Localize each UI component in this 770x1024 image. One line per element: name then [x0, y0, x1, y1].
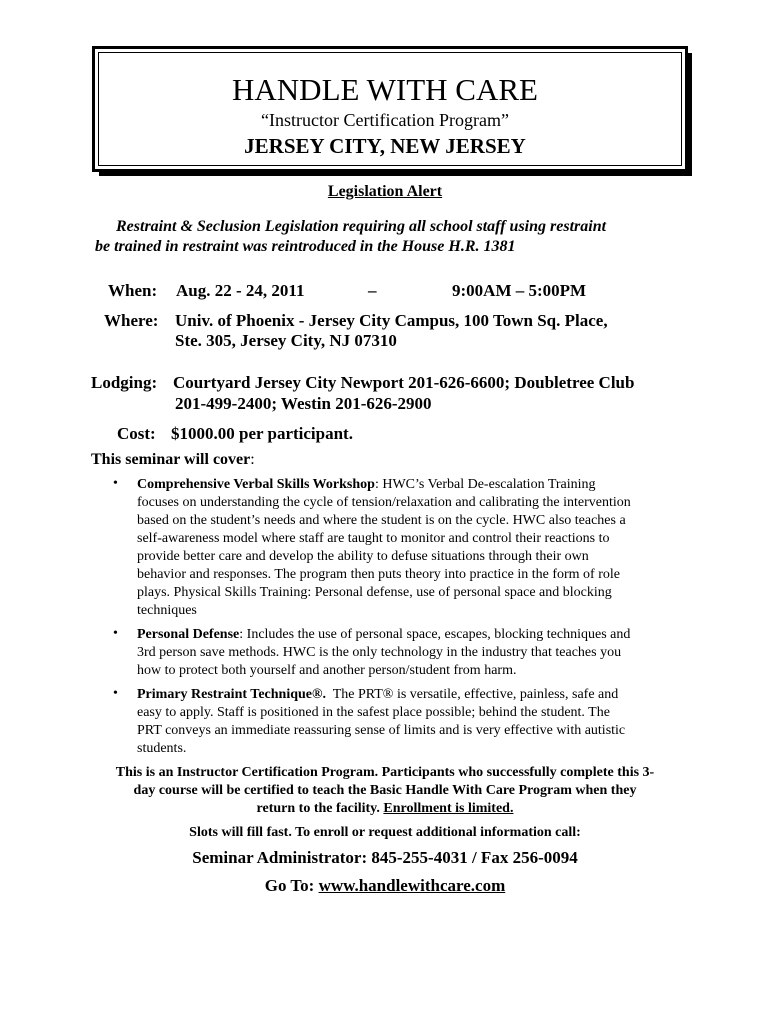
- certification-line-1: This is an Instructor Certification Program. Participants who successfully complete this 3-: [115, 765, 655, 780]
- website-link[interactable]: www.handlewithcare.com: [318, 876, 506, 895]
- lead-line-1: Restraint & Seclusion Legislation requiring all school staff using restraint: [116, 218, 607, 235]
- bullet-text: behavior and responses. The program then puts theory into practice in the form of role: [137, 567, 620, 582]
- bullet-text: techniques: [137, 603, 197, 618]
- bullet-text: The PRT® is versatile, effective, painless, safe and: [325, 687, 619, 702]
- bullet-text: based on the student’s needs and where the student is on the cycle. HWC also teaches a: [137, 513, 626, 528]
- list-item-primary-restraint: [137, 686, 697, 758]
- bullet-text: plays. Physical Skills Training: Personal defense, use of personal space and blocking: [137, 585, 612, 600]
- bullet-title: Comprehensive Verbal Skills Workshop: [137, 477, 375, 492]
- legislation-alert-heading: Legislation Alert: [327, 183, 443, 200]
- header-shadow-bottom: [99, 171, 692, 176]
- lodging-label: Lodging:: [91, 373, 158, 392]
- certification-line-2: day course will be certified to teach the Basic Handle With Care Program when they: [133, 783, 637, 798]
- bullet-dot: •: [113, 686, 118, 701]
- when-label: When:: [108, 281, 158, 300]
- bullet-text: focuses on understanding the cycle of tension/relaxation and calibrating the intervention: [137, 495, 631, 510]
- certification-line-3: return to the facility.: [256, 801, 380, 816]
- slots-notice: Slots will fill fast. To enroll or request additional information call:: [189, 825, 581, 840]
- lodging-line-2: 201-499-2400; Westin 201-626-2900: [175, 394, 432, 413]
- bullet-text: : HWC’s Verbal De-escalation Training: [374, 477, 596, 492]
- bullet-text: 3rd person save methods. HWC is the only technology in the industry that teaches you: [137, 645, 622, 660]
- where-line-2: Ste. 305, Jersey City, NJ 07310: [175, 331, 397, 350]
- where-label: Where:: [104, 311, 159, 330]
- enrollment-limited: Enrollment is limited.: [383, 801, 514, 816]
- cover-heading-text: This seminar will cover: [91, 451, 251, 468]
- cost-value: $1000.00 per participant.: [171, 424, 353, 443]
- list-item-personal-defense: [137, 626, 697, 680]
- cover-heading: [91, 451, 255, 469]
- lodging-line-1: Courtyard Jersey City Newport 201-626-6600; Doubletree Club: [173, 373, 635, 392]
- program-subtitle: “Instructor Certification Program”: [261, 110, 509, 130]
- bullet-text: easy to apply. Staff is positioned in the safest place possible; behind the student. The: [137, 705, 610, 720]
- bullet-dot: •: [113, 626, 118, 641]
- bullet-text: : Includes the use of personal space, escapes, blocking techniques and: [239, 627, 631, 642]
- goto-label: Go To:: [264, 876, 319, 895]
- certification-paragraph: [60, 764, 710, 818]
- location-heading: JERSEY CITY, NEW JERSEY: [244, 134, 526, 158]
- bullet-title: Primary Restraint Technique®.: [137, 687, 326, 702]
- when-dates: Aug. 22 - 24, 2011: [176, 281, 305, 300]
- when-dash: –: [368, 281, 377, 300]
- when-time: 9:00AM – 5:00PM: [452, 281, 587, 300]
- cover-heading-colon: :: [250, 451, 255, 468]
- bullet-dot: •: [113, 476, 118, 491]
- bullet-title: Personal Defense: [137, 627, 240, 642]
- goto-line: [0, 876, 770, 896]
- where-line-1: Univ. of Phoenix - Jersey City Campus, 100 Town Sq. Place,: [175, 311, 608, 330]
- page-title: HANDLE WITH CARE: [232, 72, 538, 107]
- lead-line-2: be trained in restraint was reintroduced in the House H.R. 1381: [95, 238, 516, 255]
- bullet-text: provide better care and develop the ability to defuse situations through their own: [137, 549, 589, 564]
- bullet-text: how to protect both yourself and another person/student from harm.: [137, 663, 517, 678]
- bullet-text: students.: [137, 741, 187, 756]
- bullet-text: self-awareness model where staff are taught to monitor and control their reactions to: [137, 531, 610, 546]
- administrator-contact: Seminar Administrator: 845-255-4031 / Fax 256-0094: [192, 848, 578, 867]
- cost-label: Cost:: [117, 424, 156, 443]
- bullet-text: PRT conveys an immediate reassuring sense of limits and is very effective with autistic: [137, 723, 626, 738]
- list-item-verbal-skills: [137, 476, 697, 620]
